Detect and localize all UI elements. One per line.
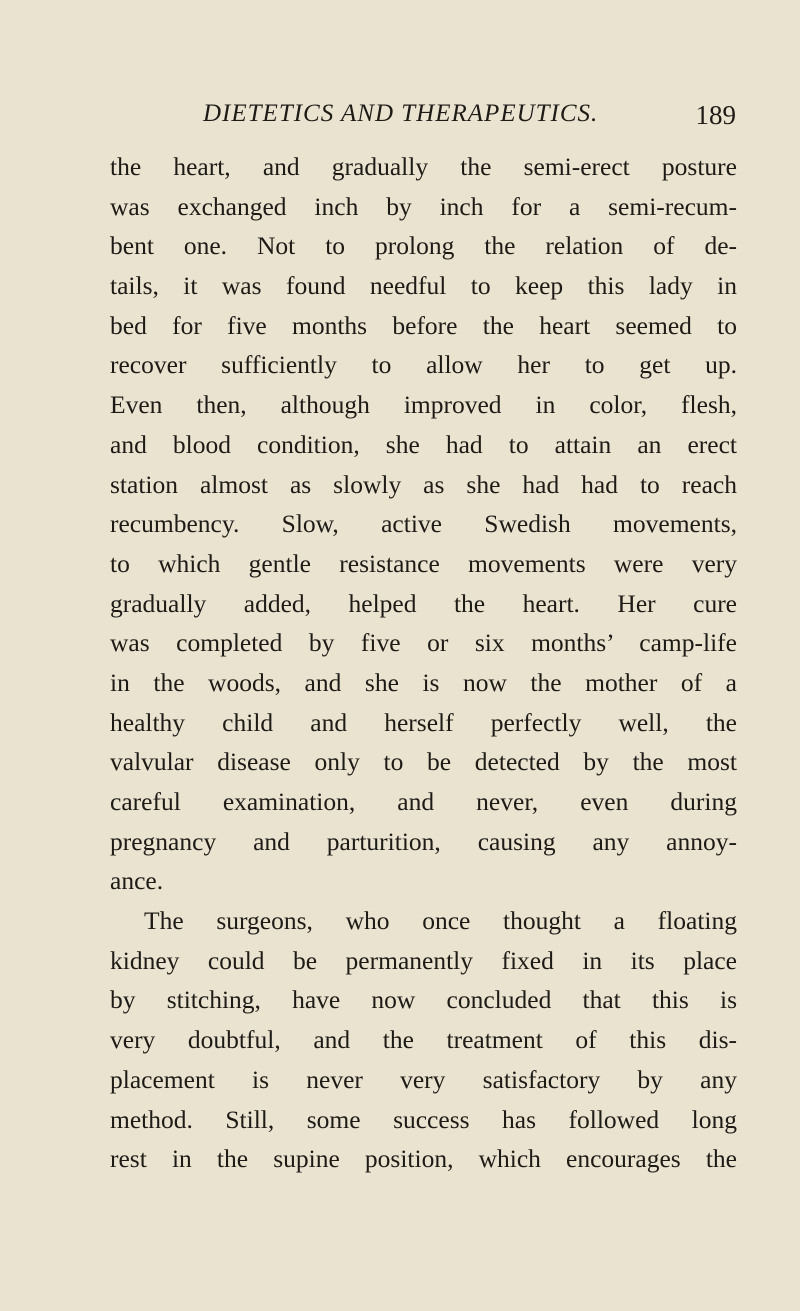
text-line: Even then, although improved in color, flesh, (110, 390, 737, 420)
text-line: gradually added, helped the heart. Her cure (110, 588, 737, 618)
text-line: bed for five months before the heart seemed to (110, 310, 737, 340)
paragraph-1 (110, 147, 737, 901)
text-line: pregnancy and parturition, causing any annoy- (110, 826, 737, 856)
text-line: rest in the supine position, which encourages the (110, 1144, 737, 1174)
text-line: in the woods, and she is now the mother of a (110, 667, 737, 697)
running-title: DIETETICS AND THERAPEUTICS. (203, 100, 599, 127)
text-line: ance. (110, 866, 164, 896)
paragraph-2 (110, 901, 737, 1179)
text-line: recumbency. Slow, active Swedish movements, (110, 509, 737, 539)
text-line: valvular disease only to be detected by the most (110, 747, 737, 777)
text-line: station almost as slowly as she had had to reach (110, 469, 737, 499)
text-line: healthy child and herself perfectly well, the (110, 707, 737, 737)
text-line: tails, it was found needful to keep this lady in (110, 271, 737, 301)
text-line: the heart, and gradually the semi-erect posture (110, 152, 737, 181)
text-line: placement is never very satisfactory by any (110, 1064, 737, 1094)
text-line: very doubtful, and the treatment of this dis- (110, 1025, 737, 1055)
text-line: by stitching, have now concluded that this is (110, 985, 737, 1015)
text-line: The surgeons, who once thought a floating (144, 906, 737, 936)
running-header (203, 100, 736, 134)
text-line: careful examination, and never, even during (110, 787, 737, 816)
text-line: recover sufficiently to allow her to get up. (110, 350, 737, 380)
text-line: kidney could be permanently fixed in its place (110, 945, 737, 975)
text-line: was exchanged inch by inch for a semi-recum- (110, 191, 737, 221)
text-line: to which gentle resistance movements were very (110, 548, 737, 578)
text-line: and blood condition, she had to attain an erect (110, 429, 737, 459)
text-line: was completed by five or six months’ camp-life (110, 628, 737, 658)
page-number: 189 (695, 100, 736, 130)
text-line: method. Still, some success has followed long (110, 1104, 737, 1134)
text-line: bent one. Not to prolong the relation of de- (110, 231, 737, 261)
body-text (110, 147, 737, 1179)
